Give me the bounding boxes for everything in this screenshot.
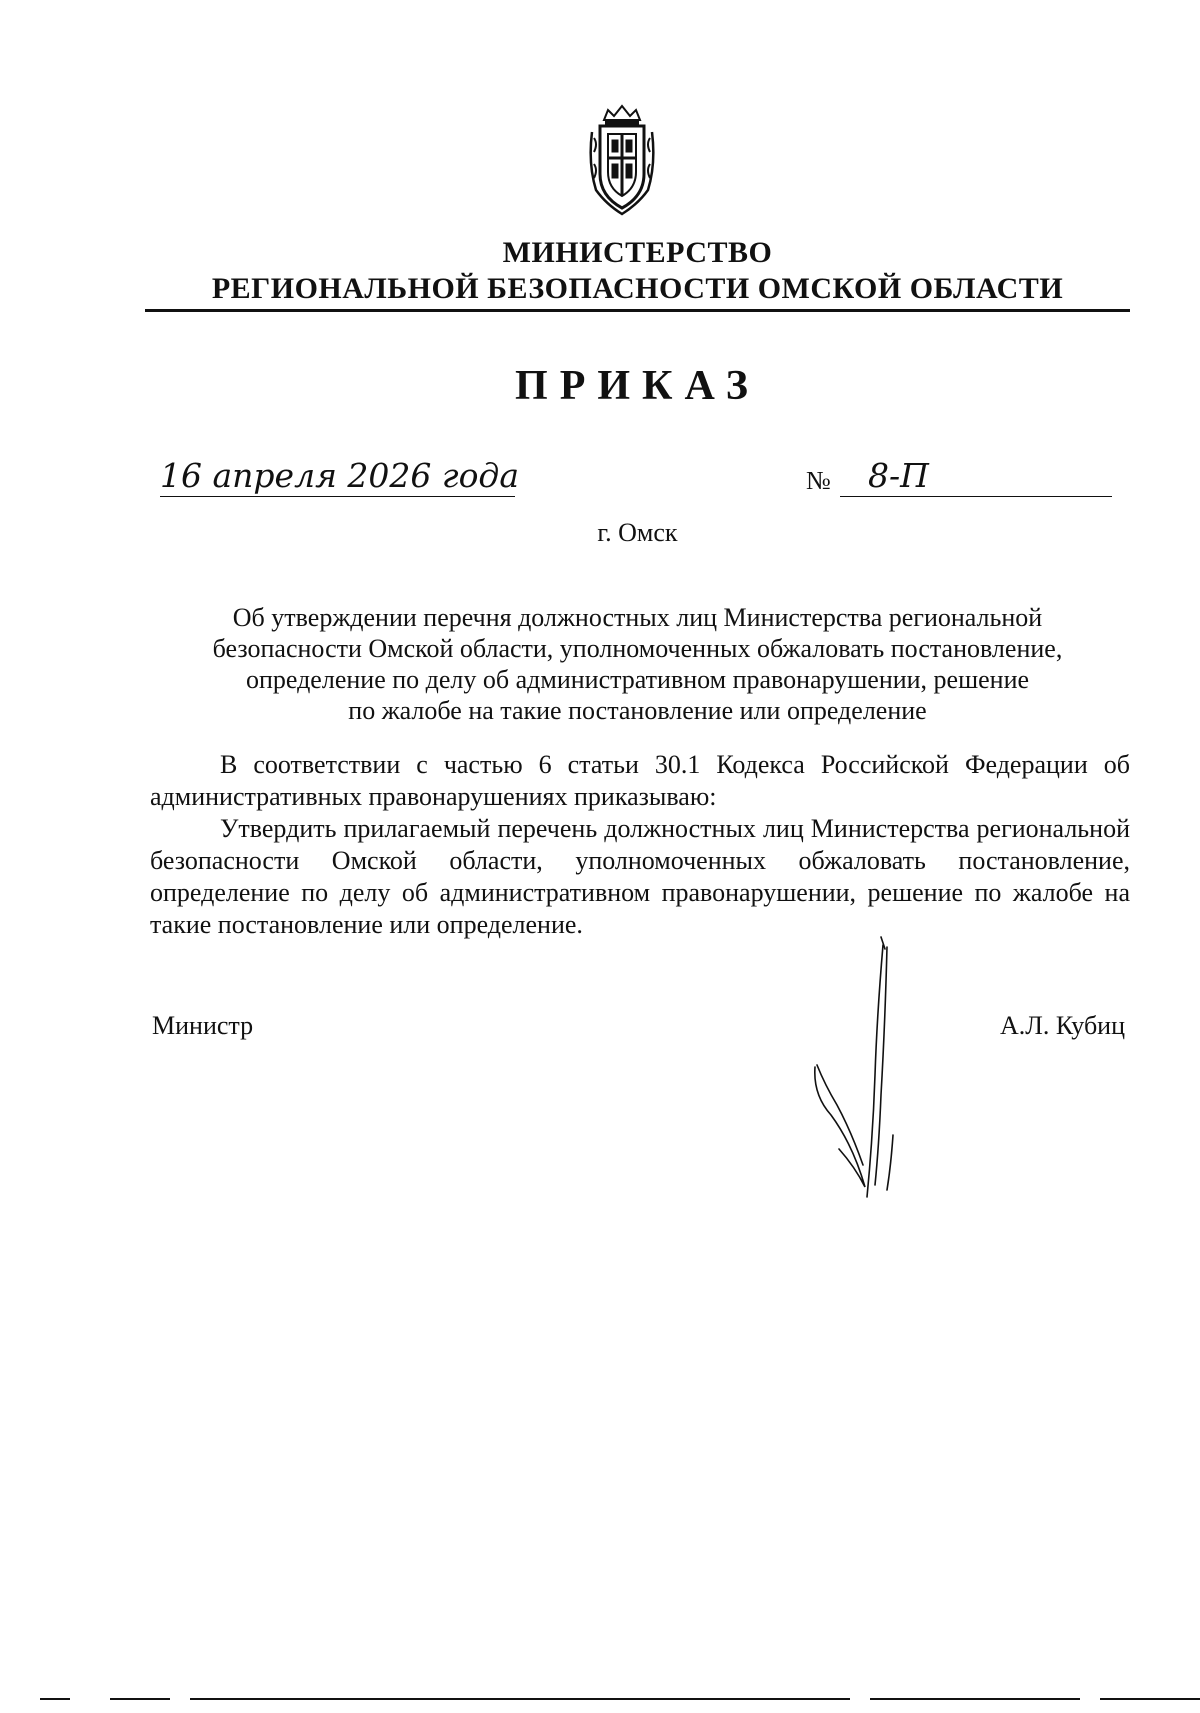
header-divider [145, 309, 1130, 312]
signature-icon [795, 935, 910, 1205]
date-underline [160, 496, 515, 497]
signatory-position: Министр [152, 1011, 254, 1040]
ministry-name-line-2: РЕГИОНАЛЬНОЙ БЕЗОПАСНОСТИ ОМСКОЙ ОБЛАСТИ [211, 272, 1064, 305]
subject-line: Об утверждении перечня должностных лиц Министерства региональной [232, 603, 1043, 632]
signatory-name: А.Л. Кубиц [999, 1011, 1125, 1040]
document-number: 8-П [868, 456, 929, 495]
body-paragraph-order: Утвердить прилагаемый перечень должностных лиц Министерства региональной безопасности Омской области, уполномоченных обжаловать постановление, определение по делу об административном правонарушении, решение по жалобе на такие постановление или определение. [150, 814, 1130, 939]
subject-line: безопасности Омской области, уполномоченных обжаловать постановление, [212, 634, 1063, 663]
number-underline [840, 496, 1112, 497]
ministry-name-line-1: МИНИСТЕРСТВО [502, 236, 773, 269]
order-subject [145, 602, 1130, 726]
coat-of-arms-icon [582, 104, 662, 216]
body-paragraph-basis: В соответствии с частью 6 статьи 30.1 Кодекса Российской Федерации об административных правонарушениях приказываю: [150, 750, 1130, 811]
document-date: 16 апреля 2026 года [160, 456, 520, 495]
scan-edge-mark [0, 1696, 1200, 1702]
document-type-title: ПРИКАЗ [515, 363, 760, 409]
number-label: № [806, 466, 831, 495]
subject-line: определение по делу об административном правонарушении, решение [245, 665, 1030, 694]
issue-city: г. Омск [597, 518, 678, 547]
subject-line: по жалобе на такие постановление или определение [348, 696, 927, 725]
